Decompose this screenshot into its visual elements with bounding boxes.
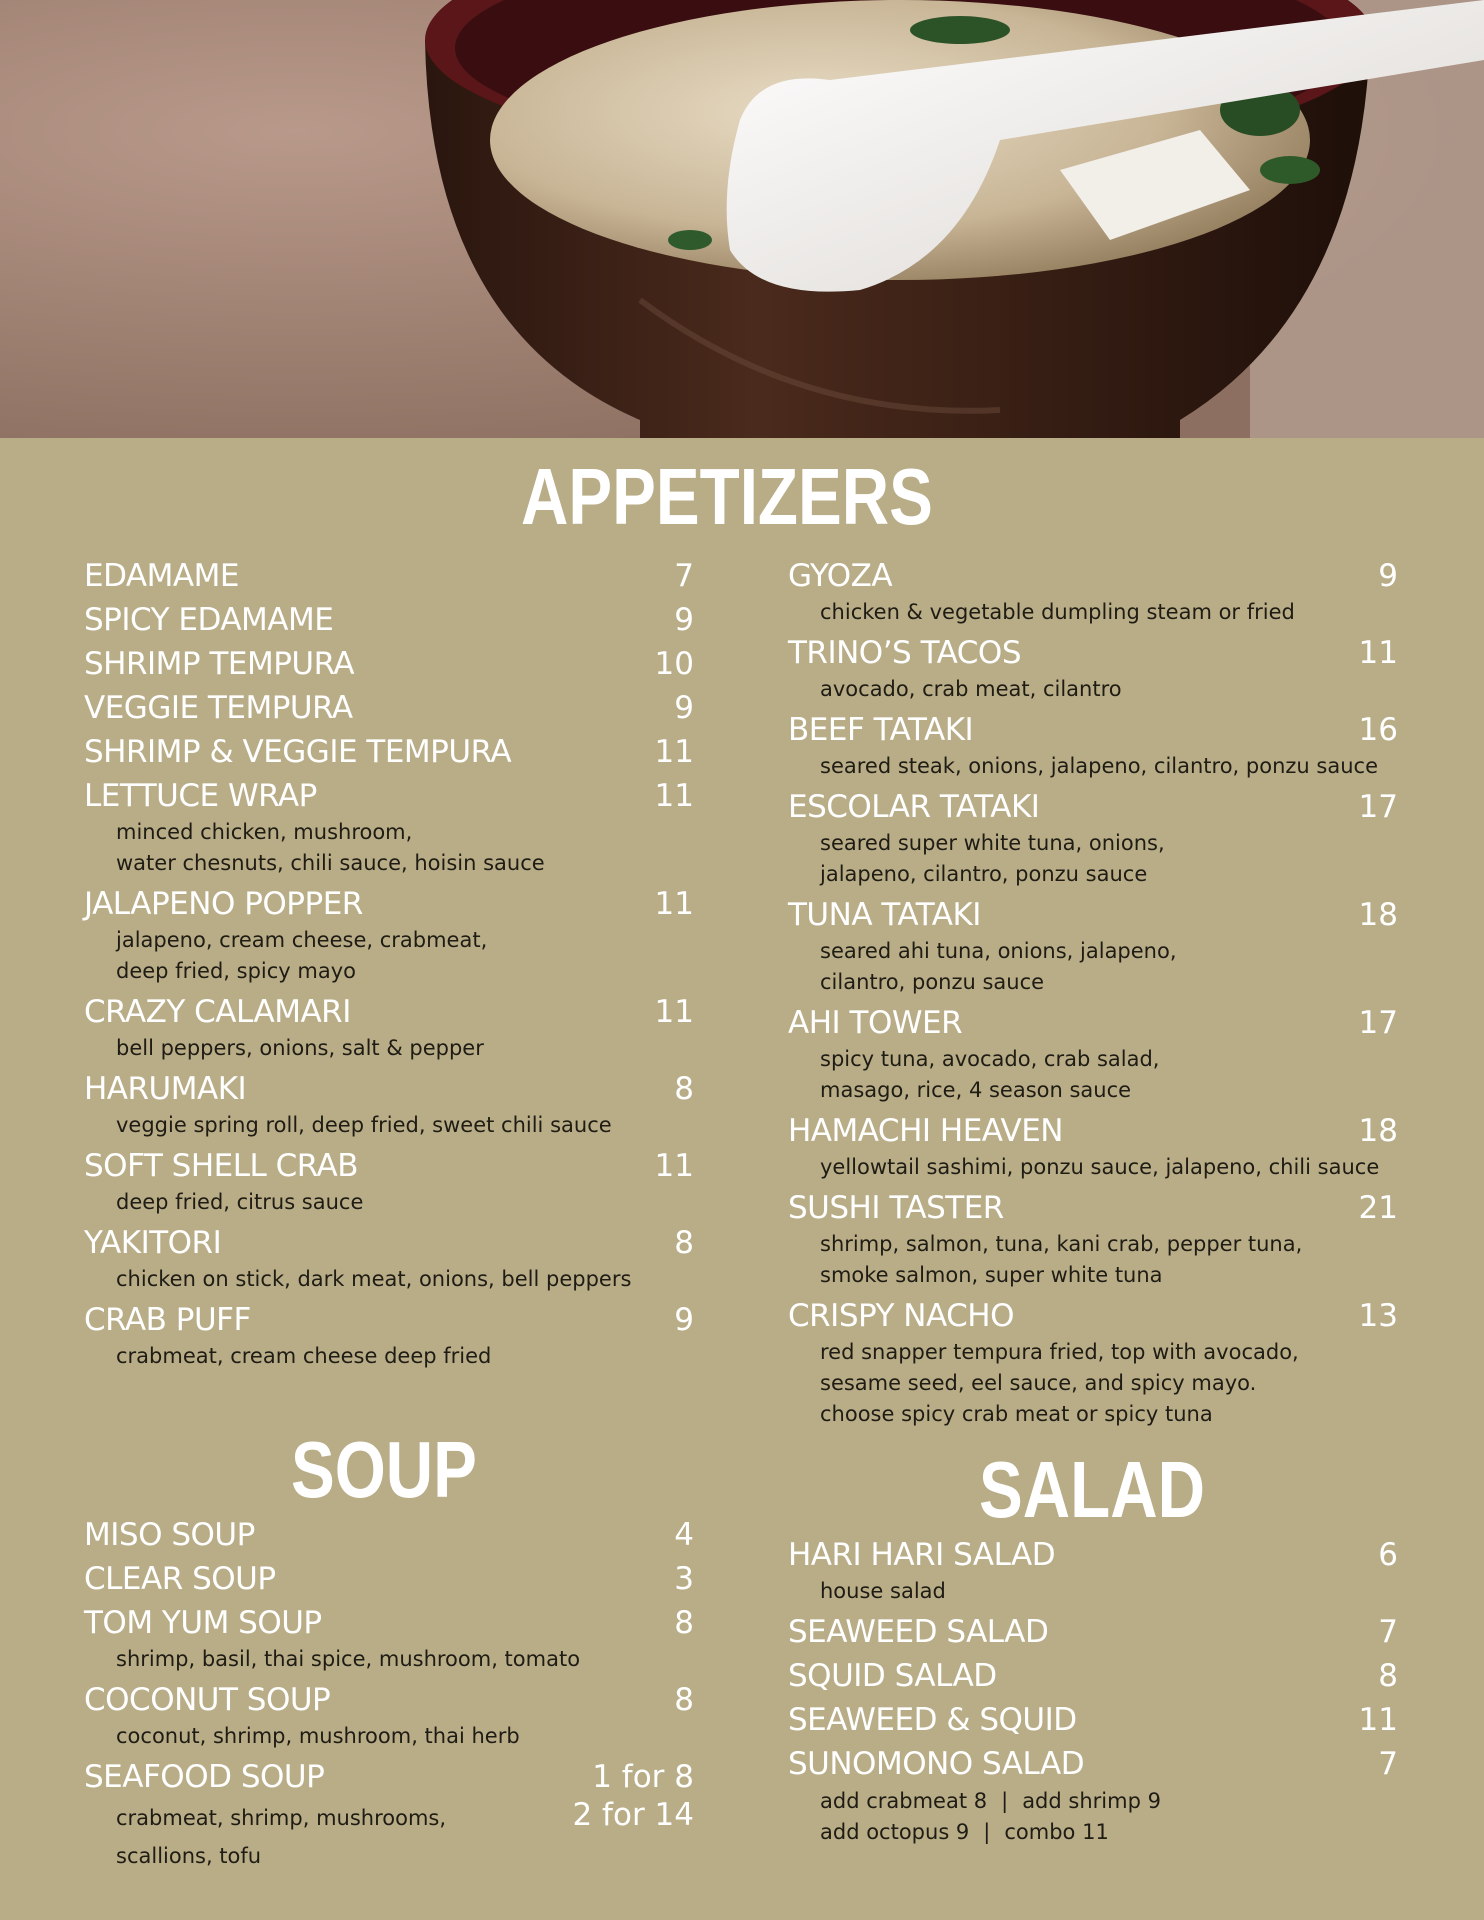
item-description <box>788 674 1398 705</box>
item-description <box>84 1721 694 1752</box>
item-price: 9 <box>1378 558 1398 594</box>
menu-item <box>788 785 1398 890</box>
item-description-line: shrimp, basil, thai spice, mushroom, tomato <box>116 1647 581 1671</box>
item-description-line: avocado, crab meat, cilantro <box>820 677 1122 701</box>
appetizers-heading: APPETIZERS <box>521 452 933 541</box>
item-description-line: scallions, tofu <box>116 1844 262 1868</box>
item-description <box>84 1033 694 1064</box>
miso-soup-bowl-illustration <box>0 0 1484 438</box>
item-name: SQUID SALAD <box>788 1658 997 1694</box>
menu-item <box>84 1513 694 1557</box>
item-description-line: seared steak, onions, jalapeno, cilantro, ponzu sauce <box>820 754 1378 778</box>
item-price: 8 <box>1378 1658 1398 1694</box>
salad-items <box>788 1533 1398 1786</box>
item-name: JALAPENO POPPER <box>84 886 363 922</box>
item-description-line: seared super white tuna, onions, <box>820 831 1165 855</box>
item-name: SHRIMP TEMPURA <box>84 646 355 682</box>
menu-item <box>84 882 694 987</box>
item-price: 9 <box>674 602 694 638</box>
item-price: 7 <box>1378 1614 1398 1650</box>
menu-item <box>84 598 694 642</box>
item-name: TUNA TATAKI <box>788 897 981 933</box>
menu-item <box>84 554 694 598</box>
addon-combo: combo 11 <box>1004 1820 1109 1844</box>
item-description <box>788 1152 1398 1183</box>
item-description <box>788 597 1398 628</box>
menu-item <box>788 1742 1398 1786</box>
item-description-line: jalapeno, cream cheese, crabmeat, <box>116 928 488 952</box>
menu-item <box>84 642 694 686</box>
item-name: LETTUCE WRAP <box>84 778 317 814</box>
item-description-line: masago, rice, 4 season sauce <box>820 1078 1132 1102</box>
item-name: CRAB PUFF <box>84 1302 251 1338</box>
item-description <box>788 1229 1398 1291</box>
item-name: EDAMAME <box>84 558 239 594</box>
item-price-secondary: 2 for 14 <box>572 1797 694 1833</box>
hero-photo-miso-soup <box>0 0 1484 438</box>
item-name: GYOZA <box>788 558 893 594</box>
menu-item <box>788 631 1398 705</box>
menu-item <box>84 1601 694 1675</box>
item-price: 7 <box>674 558 694 594</box>
salad-addons <box>788 1786 1398 1848</box>
item-price: 8 <box>674 1682 694 1718</box>
item-name: BEEF TATAKI <box>788 712 974 748</box>
item-price: 9 <box>674 690 694 726</box>
item-description <box>84 925 694 987</box>
addon-octopus: add octopus 9 <box>820 1820 970 1844</box>
item-price: 6 <box>1378 1537 1398 1573</box>
addon-separator: | <box>1001 1789 1009 1813</box>
item-price: 17 <box>1358 789 1398 825</box>
item-description <box>788 1044 1398 1106</box>
item-description-line: yellowtail sashimi, ponzu sauce, jalapeno, chili sauce <box>820 1155 1380 1179</box>
item-name: SOFT SHELL CRAB <box>84 1148 359 1184</box>
menu-item <box>788 1533 1398 1607</box>
item-name: TOM YUM SOUP <box>84 1605 322 1641</box>
menu-item <box>84 1678 694 1752</box>
item-price: 8 <box>674 1225 694 1261</box>
menu-item <box>788 1610 1398 1654</box>
item-description-line: shrimp, salmon, tuna, kani crab, pepper tuna, <box>820 1232 1303 1256</box>
item-name: SPICY EDAMAME <box>84 602 334 638</box>
item-description-line: veggie spring roll, deep fried, sweet chili sauce <box>116 1113 612 1137</box>
item-name: TRINO’S TACOS <box>788 635 1022 671</box>
item-name: SEAFOOD SOUP <box>84 1759 325 1795</box>
item-name: HAMACHI HEAVEN <box>788 1113 1063 1149</box>
appetizers-left-column <box>84 554 694 1375</box>
item-description-line: coconut, shrimp, mushroom, thai herb <box>116 1724 520 1748</box>
addons-row <box>820 1786 1398 1817</box>
item-price: 13 <box>1358 1298 1398 1334</box>
item-price: 11 <box>654 886 694 922</box>
item-price: 11 <box>654 778 694 814</box>
item-price: 11 <box>654 734 694 770</box>
menu-item-seafood-soup <box>84 1755 694 1878</box>
salad-column <box>788 1533 1398 1848</box>
soup-column <box>84 1513 694 1878</box>
menu-item <box>788 1001 1398 1106</box>
item-price: 11 <box>654 994 694 1030</box>
item-price: 18 <box>1358 1113 1398 1149</box>
item-description <box>788 1337 1398 1430</box>
item-description <box>788 828 1398 890</box>
salad-heading: SALAD <box>979 1445 1205 1534</box>
item-price: 11 <box>1358 1702 1398 1738</box>
item-description-line: choose spicy crab meat or spicy tuna <box>820 1402 1213 1426</box>
soup-items <box>84 1513 694 1752</box>
item-description <box>788 751 1398 782</box>
item-price: 16 <box>1358 712 1398 748</box>
addon-separator: | <box>983 1820 991 1844</box>
menu-item <box>788 893 1398 998</box>
item-description <box>788 936 1398 998</box>
menu-item <box>84 990 694 1064</box>
item-description-line: sesame seed, eel sauce, and spicy mayo. <box>820 1371 1257 1395</box>
item-description-line: deep fried, spicy mayo <box>116 959 356 983</box>
item-price: 11 <box>1358 635 1398 671</box>
item-name: SUNOMONO SALAD <box>788 1746 1085 1782</box>
item-description-line: crabmeat, shrimp, mushrooms, <box>116 1806 447 1830</box>
item-name: CLEAR SOUP <box>84 1561 276 1597</box>
item-description-line: jalapeno, cilantro, ponzu sauce <box>820 862 1148 886</box>
item-description-line: spicy tuna, avocado, crab salad, <box>820 1047 1160 1071</box>
item-name: SEAWEED & SQUID <box>788 1702 1077 1738</box>
menu-item <box>84 1144 694 1218</box>
item-price: 3 <box>674 1561 694 1597</box>
item-description-line: chicken & vegetable dumpling steam or fried <box>820 600 1295 624</box>
item-name: HARI HARI SALAD <box>788 1537 1056 1573</box>
item-price: 9 <box>674 1302 694 1338</box>
item-description <box>84 1644 694 1675</box>
item-description-line: seared ahi tuna, onions, jalapeno, <box>820 939 1177 963</box>
soup-heading: SOUP <box>291 1425 477 1514</box>
menu-item <box>788 1654 1398 1698</box>
item-price: 18 <box>1358 897 1398 933</box>
item-name: ESCOLAR TATAKI <box>788 789 1040 825</box>
item-price: 1 for 8 <box>592 1759 694 1795</box>
menu-item <box>788 1109 1398 1183</box>
menu-item <box>84 686 694 730</box>
menu-item <box>788 1698 1398 1742</box>
item-description-line: chicken on stick, dark meat, onions, bell peppers <box>116 1267 632 1291</box>
item-name: SUSHI TASTER <box>788 1190 1004 1226</box>
item-description-line: bell peppers, onions, salt & pepper <box>116 1036 484 1060</box>
menu-item <box>84 1221 694 1295</box>
item-price: 7 <box>1378 1746 1398 1782</box>
menu-item <box>84 1067 694 1141</box>
item-price: 8 <box>674 1605 694 1641</box>
item-description <box>84 1110 694 1141</box>
item-name: SEAWEED SALAD <box>788 1614 1049 1650</box>
menu-item <box>84 730 694 774</box>
item-name: YAKITORI <box>84 1225 222 1261</box>
item-description <box>84 1799 446 1875</box>
item-description-line: cilantro, ponzu sauce <box>820 970 1045 994</box>
item-price: 4 <box>674 1517 694 1553</box>
item-description-line: deep fried, citrus sauce <box>116 1190 364 1214</box>
addon-crabmeat: add crabmeat 8 <box>820 1789 988 1813</box>
item-price: 11 <box>654 1148 694 1184</box>
item-description-line: crabmeat, cream cheese deep fried <box>116 1344 492 1368</box>
item-name: HARUMAKI <box>84 1071 247 1107</box>
menu-item <box>788 1186 1398 1291</box>
menu-item <box>788 708 1398 782</box>
item-price: 17 <box>1358 1005 1398 1041</box>
item-description-line: smoke salmon, super white tuna <box>820 1263 1163 1287</box>
item-description-line: red snapper tempura fried, top with avocado, <box>820 1340 1299 1364</box>
item-name: SHRIMP & VEGGIE TEMPURA <box>84 734 512 770</box>
item-description-line: house salad <box>820 1579 946 1603</box>
item-description <box>84 817 694 879</box>
item-price: 8 <box>674 1071 694 1107</box>
menu-item <box>84 1557 694 1601</box>
menu-item <box>84 774 694 879</box>
addons-row <box>820 1817 1398 1848</box>
item-name: MISO SOUP <box>84 1517 255 1553</box>
item-name: CRAZY CALAMARI <box>84 994 351 1030</box>
item-description <box>84 1341 694 1372</box>
item-description-line: minced chicken, mushroom, <box>116 820 413 844</box>
menu-item <box>788 554 1398 628</box>
item-description <box>84 1264 694 1295</box>
item-price: 21 <box>1358 1190 1398 1226</box>
item-price: 10 <box>654 646 694 682</box>
item-description <box>788 1576 1398 1607</box>
item-name: VEGGIE TEMPURA <box>84 690 353 726</box>
item-description <box>84 1187 694 1218</box>
addon-shrimp: add shrimp 9 <box>1022 1789 1161 1813</box>
item-name: CRISPY NACHO <box>788 1298 1015 1334</box>
appetizers-right-column <box>788 554 1398 1433</box>
item-name: COCONUT SOUP <box>84 1682 331 1718</box>
menu-item <box>788 1294 1398 1430</box>
item-name: AHI TOWER <box>788 1005 963 1041</box>
item-description-line: water chesnuts, chili sauce, hoisin sauce <box>116 851 545 875</box>
menu-item <box>84 1298 694 1372</box>
